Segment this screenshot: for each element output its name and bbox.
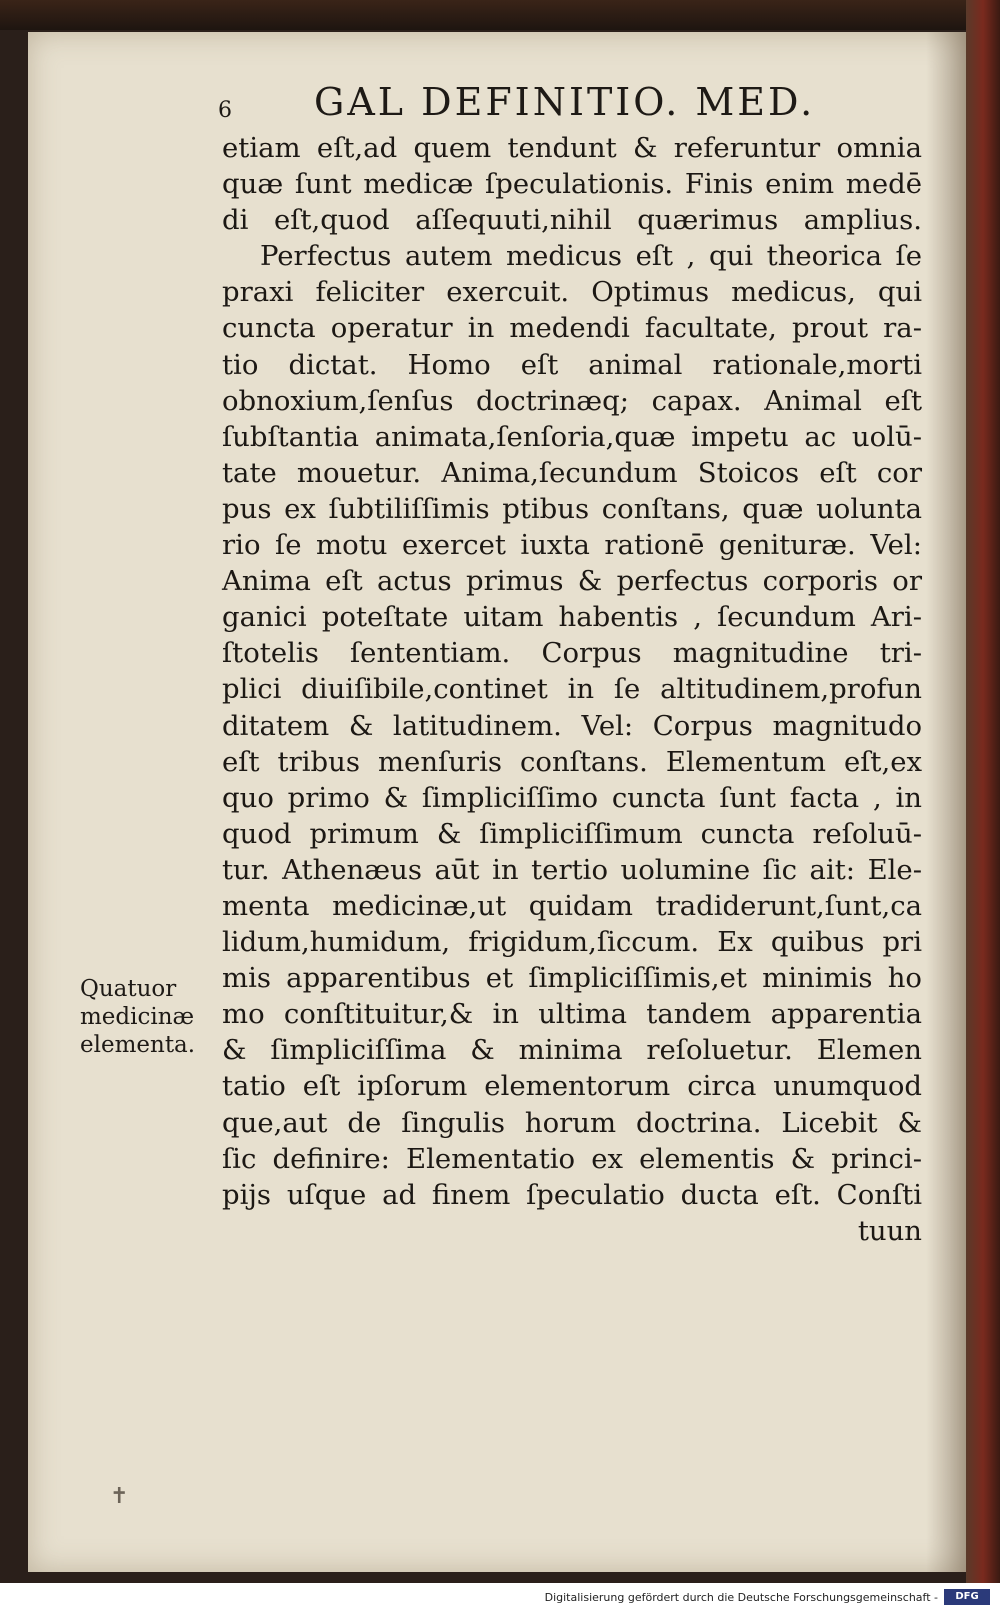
- catchword: tuun: [857, 1214, 922, 1247]
- text-line: obnoxium,ſenſus doctrinæq; capax. Animal eſt: [222, 384, 922, 417]
- text-line: eſt tribus menſuris conſtans. Elementum eſt,ex: [222, 745, 922, 778]
- book-page: [28, 32, 966, 1572]
- marginal-note-line: medicinæ: [80, 1004, 195, 1030]
- funding-credit: Digitalisierung gefördert durch die Deutsche Forschungsgemeinschaft -: [544, 1591, 938, 1604]
- text-line: que,aut de ſingulis horum doctrina. Licebit &: [222, 1106, 922, 1139]
- text-line: quæ ſunt medicæ ſpeculationis. Finis enim medē: [222, 168, 922, 201]
- text-line: rio ſe motu exercet iuxta rationē genituræ. Vel:: [222, 529, 922, 562]
- text-line: cuncta operatur in medendi facultate, prout ra-: [222, 312, 922, 345]
- text-line: Anima eſt actus primus & perfectus corporis or: [222, 565, 922, 598]
- text-line: ſic definire: Elementatio ex elementis & princi-: [222, 1142, 922, 1175]
- text-line: menta medicinæ,ut quidam tradiderunt,ſunt,ca: [222, 889, 922, 922]
- text-line: Perfectus autem medicus eſt , qui theorica ſe: [260, 240, 922, 273]
- text-line: etiam eſt,ad quem tendunt & referuntur omnia: [222, 132, 922, 164]
- text-line: ganici poteſtate uitam habentis , ſecundum Ari-: [222, 601, 922, 634]
- page-mark: ✝: [110, 1484, 129, 1509]
- text-line: tio dictat. Homo eſt animal rationale,morti: [222, 348, 922, 381]
- text-line: praxi feliciter exercuit. Optimus medicus, qui: [222, 276, 922, 309]
- text-line: tatio eſt ipſorum elementorum circa unumquod: [222, 1070, 922, 1103]
- text-line: & ſimpliciſſima & minima reſoluetur. Elemen: [222, 1034, 922, 1067]
- text-line: mis apparentibus et ſimpliciſſimis,et minimis ho: [222, 962, 922, 995]
- text-line: plici diuiſibile,continet in ſe altitudinem,profun: [222, 673, 922, 706]
- marginal-note-line: Quatuor: [80, 976, 177, 1002]
- marginal-note-line: elementa.: [80, 1032, 196, 1058]
- main-text-block: [222, 130, 922, 1249]
- text-line: pijs uſque ad finem ſpeculatio ducta eſt. Conſti: [222, 1178, 922, 1211]
- text-line: mo conſtituitur,& in ultima tandem apparentia: [222, 998, 922, 1031]
- text-line: di eſt,quod aſſequuti,nihil quærimus amplius.: [222, 204, 922, 237]
- book-binding-edge: [966, 0, 1000, 1583]
- text-line: ditatem & latitudinem. Vel: Corpus magnitudo: [222, 709, 922, 742]
- text-line: quod primum & ſimpliciſſimum cuncta reſoluū-: [222, 817, 922, 850]
- text-line: quo primo & ſimpliciſſimo cuncta ſunt facta , in: [222, 781, 922, 814]
- page-header: [218, 80, 918, 130]
- page-number: 6: [218, 98, 232, 123]
- dfg-logo: DFG: [944, 1589, 990, 1605]
- marginal-note: [80, 975, 210, 1059]
- text-line: ſubſtantia animata,ſenſoria,quæ impetu ac uolū-: [222, 420, 922, 453]
- text-line: ſtotelis ſententiam. Corpus magnitudine tri-: [222, 637, 922, 670]
- book-binding-top: [0, 0, 1000, 30]
- text-line: tate mouetur. Anima,ſecundum Stoicos eſt cor: [222, 456, 922, 489]
- text-line: pus ex ſubtiliſſimis ptibus conſtans, quæ uolunta: [222, 492, 922, 525]
- digitization-footer: [0, 1583, 1000, 1613]
- text-line: tur. Athenæus aūt in tertio uolumine ſic ait: Ele-: [222, 853, 922, 886]
- running-head: GAL DEFINITIO. MED.: [314, 80, 816, 124]
- text-line: lidum,humidum, frigidum,ſiccum. Ex quibus pri: [222, 926, 922, 959]
